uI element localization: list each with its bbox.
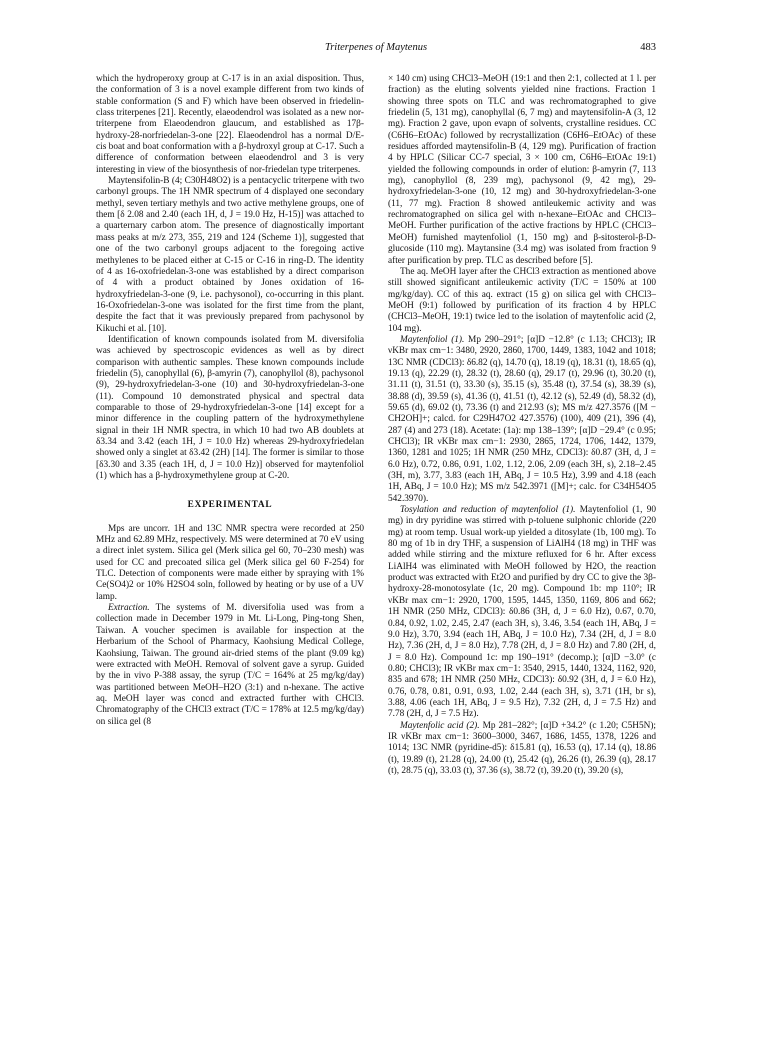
running-title: Triterpenes of Maytenus (324, 42, 428, 53)
right-column (388, 74, 656, 1034)
page-number: 483 (640, 42, 656, 53)
left-column (96, 74, 364, 1034)
run-in-heading: Extraction. (108, 603, 150, 614)
body-paragraph: Mps are uncorr. 1H and 13C NMR spectra were recorded at 250 MHz and 62.89 MHz, respectively. MS were determined at 70 eV using a direct inlet system. Silica gel (Merk silica gel 60, 70–230 mesh) was used for CC and precoated silica gel (Merk silica gel 60 F-254) for TLC. Detection of components were made either by spraying with 1% Ce(SO4)2 or 10% H2SO4 soln, followed by heating or by use of a UV lamp. (96, 523, 364, 602)
section-heading-experimental: EXPERIMENTAL (187, 500, 273, 511)
paragraph-text: The systems of M. diversifolia used was from a collection made in December 1979 in Mt. Li-Long, Ping-tong Shen, Taiwan. A voucher specimen is available for inspection at the Herbarium of the School of Pharmacy, Kaohsiung Medical College, Kaohsiung, Taiwan. The ground air-dried stems of the plant (9.09 kg) were extracted with MeOH. Removal of solvent gave a syrup. Guided by the in vivo P-388 assay, the syrup (T/C = 164% at 25 mg/kg/day) was partitioned between MeOH–H2O (3:1) and n-hexane. The active aq. MeOH layer was concd and extracted further with CHCl3. Chromatography of the CHCl3 extract (T/C = 178% at 12.5 mg/kg/day) on silica gel (8 (96, 603, 364, 727)
body-paragraph: Maytensifolin-B (4; C30H48O2) is a pentacyclic triterpene with two carbonyl groups. The 1H NMR spectrum of 4 displayed one secondary methyl, seven tertiary methyls and two active methylene groups, one of them [δ 2.08 and 2.40 (each 1H, d, J = 19.0 Hz, H-15)] was attached to a quarternary carbon atom. The presence of diagnostically important mass peaks at m/z 273, 355, 219 and 124 (Scheme 1)], suggested that one of the two carbonyl groups adjacent to the foregoing active methylenes to be placed either at C-15 or C-16 in ring-D. The identity of 4 as 16-oxofriedelan-3-one was established by a direct comparison of 4 with a product obtained by Jones oxidation of 16-hydroxyfriedelan-3-one (9, i.e. pachysonol), co-occurring in this plant. 16-Oxofriedelan-3-one was isolated for the first time from the plant, despite the fact that it was previously prepared from pachysonol by Kikuchi et al. [10]. (96, 176, 364, 334)
run-in-heading: Maytenfolic acid (2). (400, 720, 480, 731)
page-header (96, 42, 656, 58)
body-paragraph (388, 505, 656, 721)
body-paragraph: Identification of known compounds isolated from M. diversifolia was achieved by spectroscopic evidences as well as by direct comparison with authentic samples. These known compounds include friedelin (5), canophyllal (6), β-amyrin (7), canophyllol (8), pachysonol (9), 29-hydroxyfriedelan-3-one (10) and 30-hydroxyfriedelan-3-one (11). Compound 10 demonstrated physical and spectral data comparable to those of 29-hydroxyfriedelan-3-one [14] except for a minor difference in the coupling pattern of the hydroxymethylene signal in their 1H NMR spectra, in which 10 had two AB doublets at δ3.34 and 3.42 (each 1H, J = 10.0 Hz) whereas 29-hydroxyfriedelan showed only a singlet at δ3.42 (2H) [14]. The former is similar to those [δ3.30 and 3.35 (each 1H, d, J = 10.0 Hz)] observed for maytenfoliol (1) which has a β-hydroxymethylene group at C-20. (96, 334, 364, 482)
body-paragraph (96, 603, 364, 728)
run-in-heading: Tosylation and reduction of maytenfoliol (1). (400, 505, 576, 516)
paragraph-text: Mp 281–282°; [α]D +34.2° (c 1.20; C5H5N); IR νKBr max cm−1: 3600–3000, 3467, 1686, 1455, 1378, 1226 and 1014; 13C NMR (pyridine-d5): δ15.81 (q), 16.53 (q), 17.14 (q), 18.86 (t), 19.89 (t), 21.28 (q), 24.00 (t), 25.42 (q), 26.26 (t), 26.39 (q), 28.17 (t), 28.75 (q), 33.03 (t), 37.36 (s), 38.72 (t), 39.20 (t), 39.20 (s), (388, 720, 656, 776)
body-paragraph: which the hydroperoxy group at C-17 is in an axial disposition. Thus, the conformation of 3 is a novel example different from two kinds of stable conformation (S and F) which have been observed in friedelin-class triterpenes [21]. Recently, elaeodendrol was isolated as a new nor-triterpene from Elaeodendron glaucum, and established as 17β-hydroxy-28-norfriedelan-3-one [22]. Elaeodendrol has a normal D/E-cis boat and boat conformation with a β-hydroxyl group at C-17. Such a difference of conformation between elaeodendrol and 3 is very interesting in view of the biosynthesis of nor-friedelan type triterpenes. (96, 74, 364, 175)
body-paragraph: The aq. MeOH layer after the CHCl3 extraction as mentioned above still showed significant antileukemic activity (T/C = 150% at 100 mg/kg/day). CC of this aq. extract (15 g) on silica gel with CHCl3–MeOH (9:1) followed by purification of its fraction 4 by HPLC (CHCl3–MeOH, 19:1) twice led to the isolation of maytenfolic acid (2, 104 mg). (388, 266, 656, 334)
body-paragraph (388, 335, 656, 505)
body-paragraph: × 140 cm) using CHCl3–MeOH (19:1 and then 2:1, collected at 1 l. per fraction) as the eluting solvents yielded nine fractions. Fraction 1 showing three spots on TLC and was rechromatographed to give friedelin (5, 131 mg), canophyllal (6, 7 mg) and maytensifolin-A (3, 12 mg). Fraction 2 gave, upon evapn of solvents, crystalline residues. CC (C6H6–EtOAc) followed by recrystallization (C6H6–EtOAc) of these residues afforded maytensifolin-B (4, 129 mg). Purification of fraction 4 by HPLC (Silicar CC-7 special, 3 × 100 cm, C6H6–EtOAc 19:1) yielded the following compounds in order of elution: β-amyrin (7, 113 mg), canophyllol (8, 239 mg), pachysonol (9, 42 mg), 29-hydroxyfriedelan-3-one (10, 12 mg) and 30-hydroxyfriedelan-3-one (11, 77 mg). Fraction 8 showed antileukemic activity and was rechromatographed on silica gel with n-hexane–EtOAc and CHCl3–MeOH. Further purification of the active fractions by HPLC (CHCl3–MeOH) furnished maytenfoliol (1, 150 mg) and β-sitosterol-β-D-glucoside (110 mg). Maytansine (3.4 mg) was isolated from fraction 9 after purification by prep. TLC as described before [5]. (388, 74, 656, 266)
run-in-heading: Maytenfoliol (1). (400, 334, 465, 345)
paragraph-text: Maytenfoliol (1, 90 mg) in dry pyridine was stirred with p-toluene sulphonic chloride (220 mg) at room temp. Usual work-up yielded a ditosylate (1b, 100 mg). To 80 mg of 1b in dry THF, a suspension of LiAlH4 (18 mg) in THF was added while stirring and the mixture refluxed for 6 hr. After excess LiAlH4 was eliminated with MeOH followed by H2O, the reaction product was extracted with Et2O and purified by dry CC to give the 3β-hydroxy-28-monotosylate (1c, 20 mg). Compound 1b: mp 110°; IR νKBr max cm−1: 2920, 1700, 1595, 1445, 1350, 1169, 806 and 662; 1H NMR (250 MHz, CDCl3): δ0.86 (3H, d, J = 6.0 Hz), 0.67, 0.70, 0.84, 0.92, 1.02, 2.45, 2.47 (each 3H, s), 3.46, 3.54 (each 1H, ABq, J = 9.0 Hz), 3.70, 3.94 (each 1H, ABq, J = 10.0 Hz), 7.34 (2H, d, J = 8.0 Hz), 7.36 (2H, d, J = 8.0 Hz), 7.78 (2H, d, J = 8.0 Hz) and 7.80 (2H, d, J = 8.0 Hz). Compound 1c: mp 190–191° (decomp.); [α]D −3.0° (c 0.80; CHCl3); IR νKBr max cm−1: 3540, 2915, 1440, 1324, 1162, 920, 835 and 678; 1H NMR (250 MHz, CDCl3): δ0.92 (3H, d, J = 6.0 Hz), 0.76, 0.78, 0.81, 0.91, 0.93, 1.02, 2.44 (each 3H, s), 3.71 (1H, br s), 3.88, 4.06 (each 1H, ABq, J = 9.5 Hz), 7.32 (2H, d, J = 7.5 Hz) and 7.78 (2H, d, J = 7.5 Hz). (388, 505, 656, 720)
body-paragraph (388, 721, 656, 778)
paragraph-text: Mp 290–291°; [α]D −12.8° (c 1.13; CHCl3); IR νKBr max cm−1: 3480, 2920, 2860, 1700, 1449, 1383, 1042 and 1018; 13C NMR (CDCl3): δ6.82 (q), 14.70 (q), 18.19 (q), 18.31 (t), 18.65 (q), 19.13 (q), 22.29 (t), 28.32 (t), 28.60 (q), 29.17 (t), 29.96 (t), 30.20 (t), 31.11 (t), 31.51 (t), 33.30 (s), 35.15 (s), 35.48 (t), 37.54 (s), 38.39 (s), 38.88 (d), 39.59 (s), 41.36 (t), 41.51 (t), 42.12 (s), 52.49 (d), 58.32 (d), 59.65 (d), 69.02 (t), 73.36 (t) and 212.93 (s); MS m/z 427.3576 ([M − CH2OH]+; calcd. for C29H47O2 427.3576) (100), 409 (21), 396 (4), 287 (4) and 273 (18). Acetate: (1a): mp 138–139°; [α]D −29.4° (c 0.95; CHCl3); IR νKBr max cm−1: 2930, 2865, 1724, 1706, 1442, 1379, 1360, 1281 and 1025; 1H NMR (250 MHz, CDCl3): δ0.87 (3H, d, J = 6.0 Hz), 0.72, 0.86, 0.91, 1.02, 1.12, 2.06, 2.09 (each 3H, s), 2.18–2.45 (3H, m), 3.77, 3.83 (each 1H, ABq, J = 10.5 Hz), 3.99 and 4.18 (each 1H, ABq, J = 10.0 Hz); MS m/z 542.3971 ([M]+; calc. for C34H54O5 542.3970). (388, 334, 656, 504)
